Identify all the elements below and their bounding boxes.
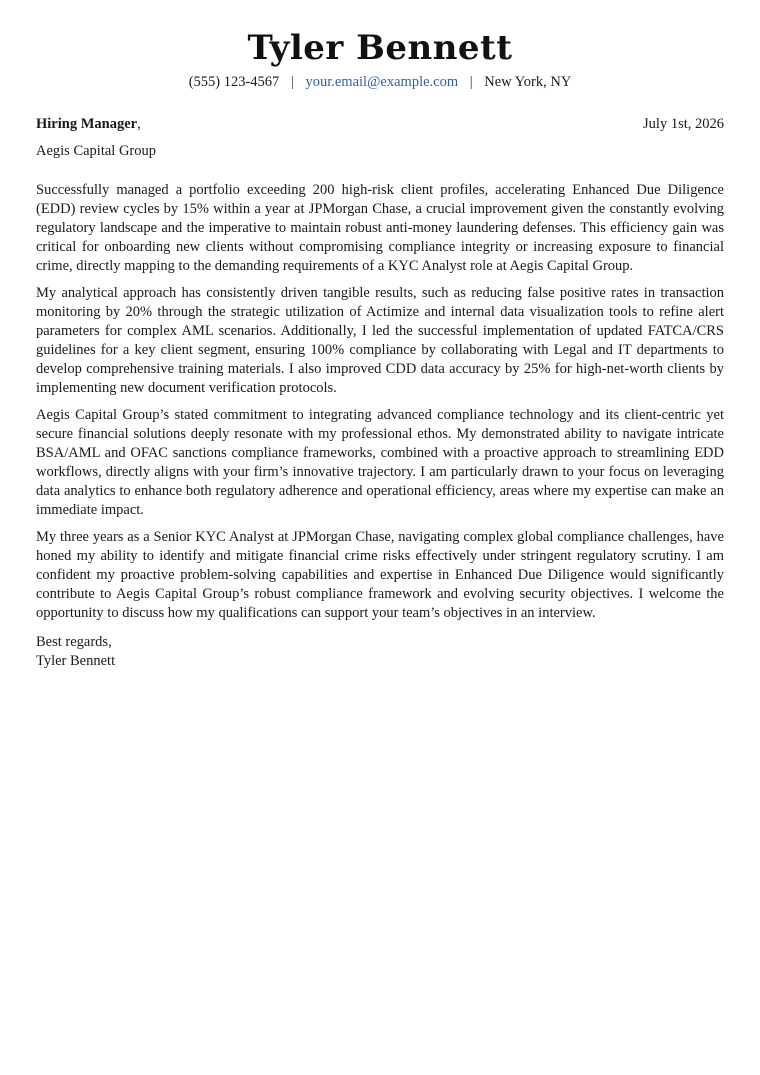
recipient-line <box>36 114 141 134</box>
recipient-suffix: , <box>137 116 141 132</box>
body-paragraph: My analytical approach has consistently driven tangible results, such as reducing false positive rates in transaction monitoring by 20% through the strategic utilization of Actimize and internal data visualization tools to refine alert parameters for complex AML scenarios. Additionally, I led the successful implementation of updated FATCA/CRS guidelines for a key client segment, ensuring 100% compliance by collaborating with Legal and IT departments to develop comprehensive training materials. I also improved CDD data accuracy by 25% for high-net-worth clients by implementing new document verification protocols. <box>36 285 724 396</box>
contact-line <box>36 72 724 92</box>
phone-number: (555) 123-4567 <box>188 74 280 90</box>
letter-date: July 1st, 2026 <box>643 116 724 132</box>
contact-separator: | <box>290 74 294 90</box>
recipient-name: Hiring Manager <box>36 116 138 132</box>
body-paragraph: My three years as a Senior KYC Analyst at JPMorgan Chase, navigating complex global compliance challenges, have honed my ability to identify and mitigate financial crime risks effectively under stringent regulatory scrutiny. I am confident my proactive problem-solving capabilities and expertise in Enhanced Due Diligence would significantly contribute to Aegis Capital Group’s robust compliance framework and evolving security objectives. I welcome the opportunity to discuss how my qualifications can support your team’s objectives in an interview. <box>36 529 724 621</box>
body-paragraph: Aegis Capital Group’s stated commitment to integrating advanced compliance technology and its client-centric yet secure financial solutions deeply resonate with my professional ethos. My demonstrated ability to navigate intricate BSA/AML and OFAC sanctions compliance frameworks, combined with a proactive approach to streamlining EDD workflows, directly aligns with your firm’s innovative trajectory. I am particularly drawn to your focus on leveraging data analytics to enhance both regulatory adherence and operational efficiency, areas where my expertise can make an immediate impact. <box>36 407 724 518</box>
letter-closing <box>36 633 724 671</box>
letter-body <box>36 181 724 623</box>
closing-signature: Tyler Bennett <box>36 653 116 669</box>
body-paragraph: Successfully managed a portfolio exceeding 200 high-risk client profiles, accelerating Enhanced Due Diligence (EDD) review cycles by 15% within a year at JPMorgan Chase, a crucial improvement given the constantly evolving regulatory landscape and the imperative to maintain robust anti-money laundering defenses. This efficiency gain was critical for onboarding new clients without compromising compliance integrity or increasing exposure to financial crime, directly mapping to the demanding requirements of a KYC Analyst role at Aegis Capital Group. <box>36 182 724 274</box>
contact-separator: | <box>469 74 473 90</box>
closing-salutation: Best regards, <box>36 634 112 650</box>
email-link[interactable]: your.email@example.com <box>305 74 459 90</box>
applicant-name: Tyler Bennett <box>247 28 513 68</box>
location: New York, NY <box>484 74 572 90</box>
company-name: Aegis Capital Group <box>36 143 157 159</box>
recipient-date-row <box>36 114 724 134</box>
